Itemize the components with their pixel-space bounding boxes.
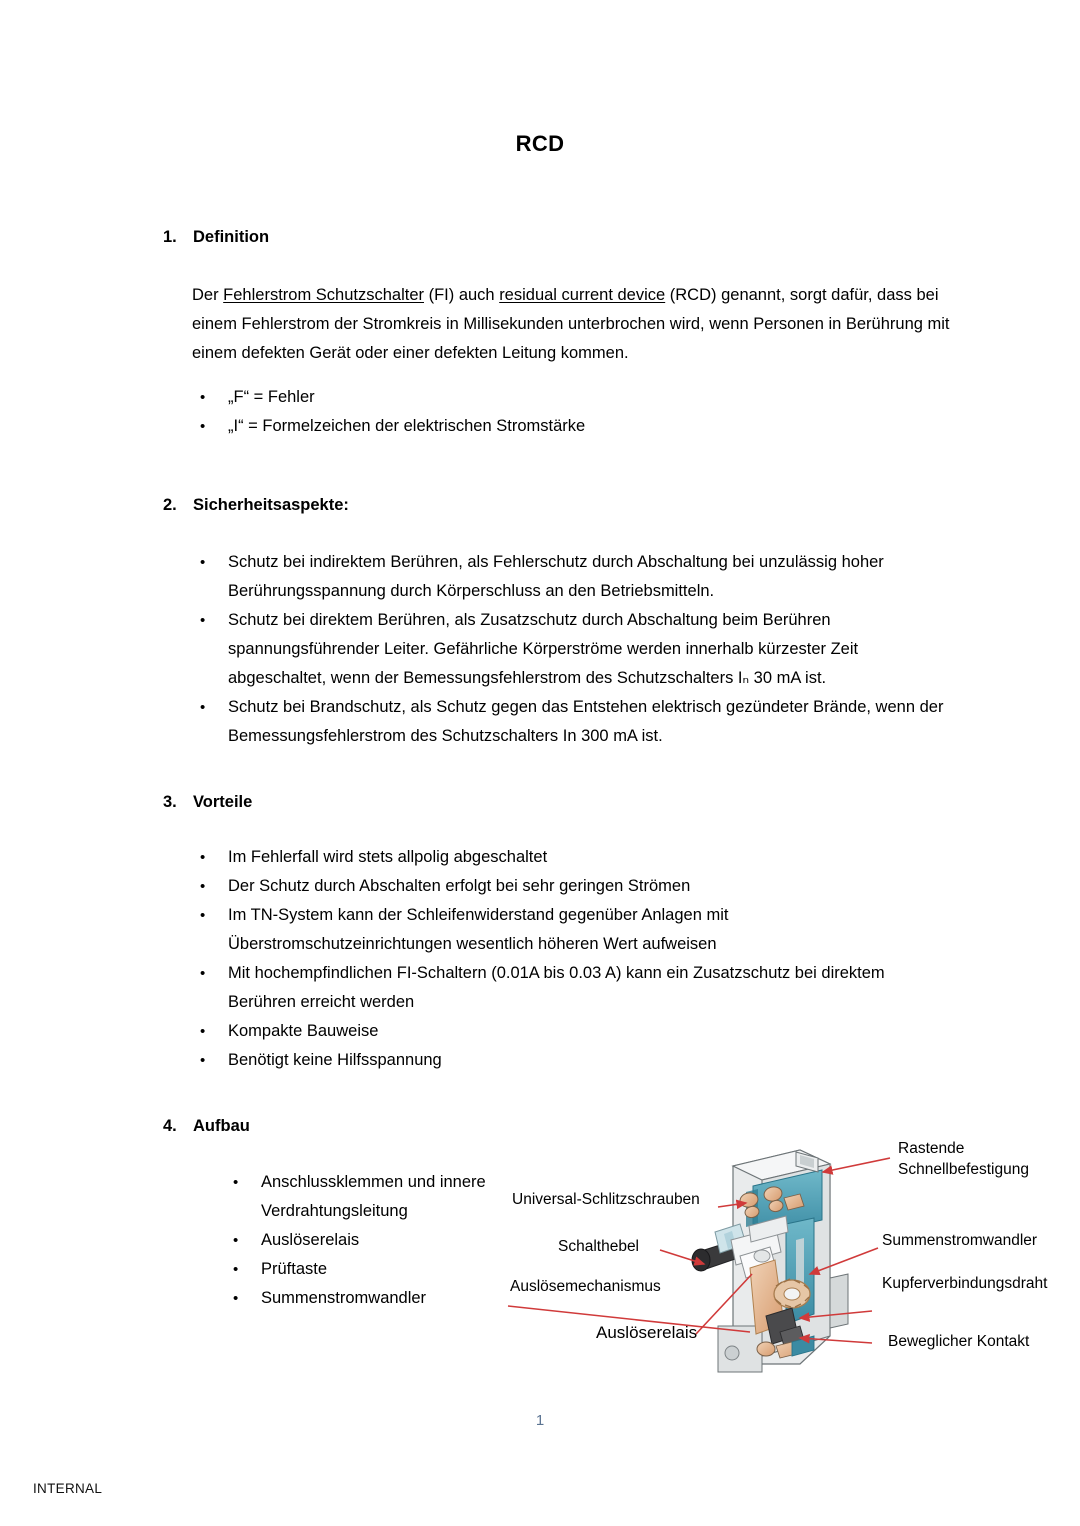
figure-label-ausloesemechanismus: Auslösemechanismus: [510, 1278, 661, 1295]
list-item: • Im Fehlerfall wird stets allpolig abgeschaltet: [192, 843, 952, 872]
list-item: • Der Schutz durch Abschalten erfolgt bei sehr geringen Strömen: [192, 872, 952, 901]
list-item: • Benötigt keine Hilfsspannung: [192, 1046, 952, 1075]
section-number: 2.: [163, 496, 177, 514]
section-heading-aufbau: [163, 1117, 250, 1136]
paragraph-part-2: (FI) auch: [424, 286, 500, 304]
paragraph-part-0: Der: [192, 286, 224, 304]
section-title: Aufbau: [193, 1117, 250, 1135]
page-title: RCD: [515, 131, 565, 156]
definition-bullet-list: [192, 383, 952, 441]
section-title: Vorteile: [193, 793, 253, 811]
paragraph-part-3-underlined: residual current device: [499, 286, 666, 304]
sicherheitsaspekte-bullet-list: [192, 548, 952, 751]
section-number: 3.: [163, 793, 177, 811]
figure-label-line-2: Schnellbefestigung: [898, 1161, 1029, 1178]
rcd-device-illustration: [692, 1150, 848, 1372]
list-item: • Im TN-System kann der Schleifenwiderstand gegenüber Anlagen mit Überstromschutzeinrichtungen wesentlich höheren Wert aufweisen: [192, 901, 952, 959]
section-title: Definition: [193, 228, 270, 246]
figure-label-summenstromwandler: Summenstromwandler: [882, 1232, 1038, 1249]
figure-label-line-1: Rastende: [898, 1140, 965, 1157]
list-item: • Schutz bei Brandschutz, als Schutz gegen das Entstehen elektrisch gezündeter Brände, wenn der Bemessungsfehlerstrom des Schutzschalters In 300 mA ist.: [192, 693, 952, 751]
list-item: • Kompakte Bauweise: [192, 1017, 952, 1046]
list-item: • Anschlussklemmen und innere Verdrahtungsleitung: [225, 1168, 525, 1226]
list-item: • „I“ = Formelzeichen der elektrischen Stromstärke: [192, 412, 952, 441]
page-number: 1: [535, 1412, 545, 1429]
section-heading-sicherheitsaspekte: [163, 496, 349, 515]
figure-label-beweglicher-kontakt: Beweglicher Kontakt: [888, 1333, 1030, 1350]
list-item: • Schutz bei direktem Berühren, als Zusatzschutz durch Abschaltung beim Berühren spannungsführender Leiter. Gefährliche Körperströme werden innerhalb kürzester Zeit abgeschaltet, wenn der Bemessungsfehlerstrom des Schutzschalters Iₙ 30 mA ist.: [192, 606, 952, 693]
aufbau-bullet-list: [225, 1168, 525, 1313]
figure-label-rastende-schnellbefestigung: [898, 1138, 1029, 1180]
section-number: 1.: [163, 228, 177, 246]
leader-line-rastende-schnellbefestigung: [823, 1158, 890, 1172]
paragraph-part-1-underlined: Fehlerstrom Schutzschalter: [223, 286, 424, 304]
figure-label-universal-schlitzschrauben: Universal-Schlitzschrauben: [512, 1191, 700, 1208]
vorteile-bullet-list: [192, 843, 952, 1075]
list-item: • Schutz bei indirektem Berühren, als Fehlerschutz durch Abschaltung bei unzulässig hoher Berührungsspannung durch Körperschluss an den Betriebsmitteln.: [192, 548, 952, 606]
definition-paragraph: [192, 281, 952, 368]
list-item: • Mit hochempfindlichen FI-Schaltern (0.01A bis 0.03 A) kann ein Zusatzschutz bei direktem Berühren erreicht werden: [192, 959, 952, 1017]
list-item: • „F“ = Fehler: [192, 383, 952, 412]
section-number: 4.: [163, 1117, 177, 1135]
section-title: Sicherheitsaspekte:: [193, 496, 349, 514]
paragraph-part-4: (RCD) genannt, sorgt dafür, dass bei einem Fehlerstrom der Stromkreis in Millisekunden unterbrochen wird, wenn Personen in Berührung mit einem defekten Gerät oder einer defekten Leitung kommen.: [192, 286, 950, 362]
classification-footer: INTERNAL: [33, 1481, 103, 1496]
list-item: • Summenstromwandler: [225, 1284, 525, 1313]
figure-label-ausloeserelais: Auslöserelais: [596, 1323, 698, 1342]
rcd-cutaway-diagram: [500, 1128, 1070, 1390]
list-item: • Auslöserelais: [225, 1226, 525, 1255]
section-heading-definition: [163, 228, 269, 247]
figure-label-kupferverbindungsdraht: Kupferverbindungsdraht: [882, 1275, 1048, 1292]
figure-label-schalthebel: Schalthebel: [558, 1238, 640, 1255]
section-heading-vorteile: [163, 793, 252, 812]
list-item: • Prüftaste: [225, 1255, 525, 1284]
